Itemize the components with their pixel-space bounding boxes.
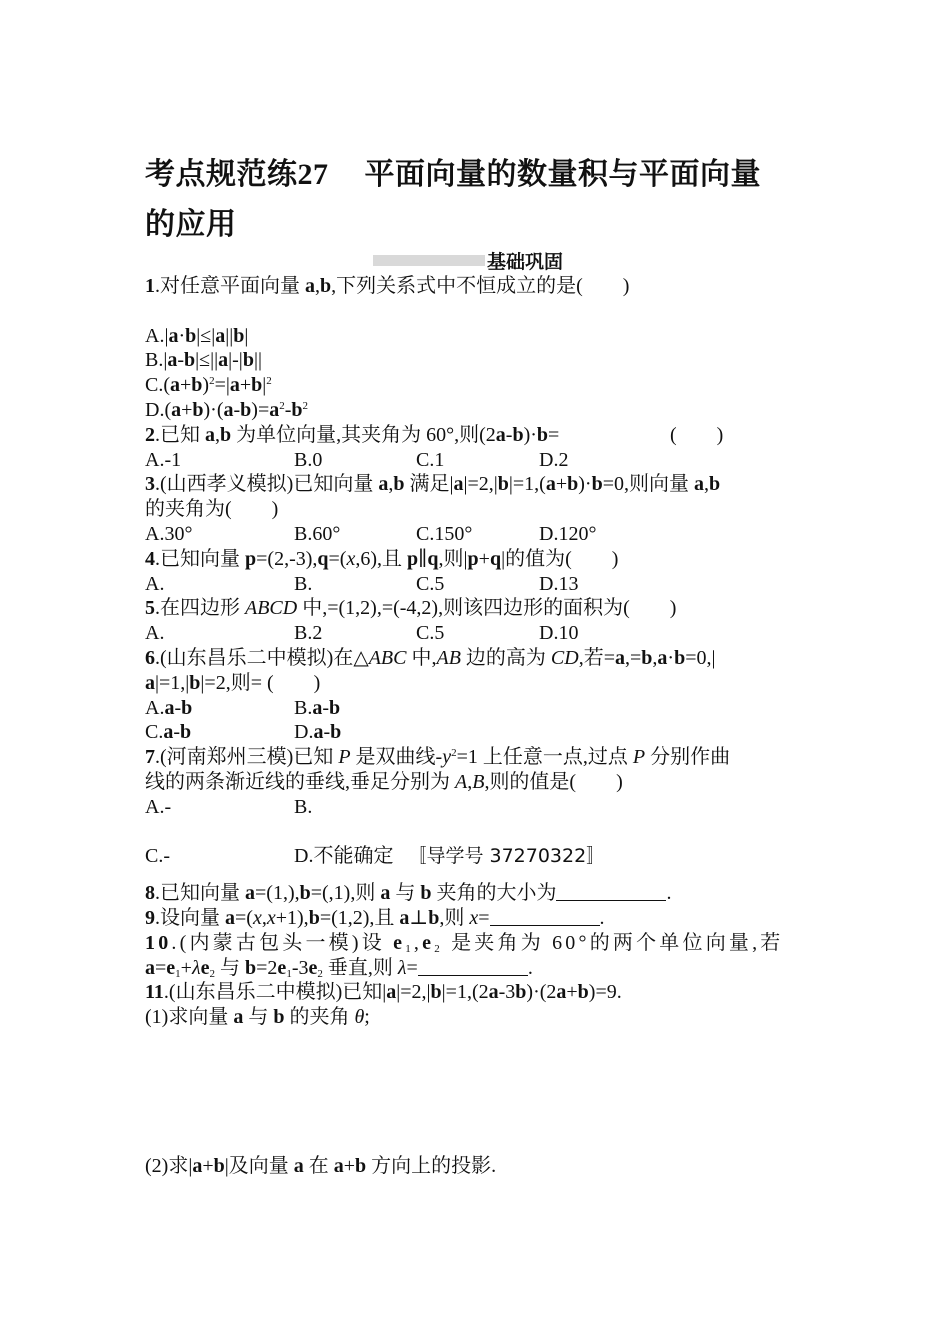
q7-options-cd: C.- D.不能确定 〚导学号 37270322〛 [145,845,606,868]
question-6: 6.(山东昌乐二中模拟)在△ABC 中,AB 边的高为 CD,若=a,=b,a·b=0,| [145,646,716,669]
answer-blank-10[interactable] [418,957,528,976]
question-3: 3.(山西孝义模拟)已知向量 a,b 满足|a|=2,|b|=1,(a+b)·b=0,则向量 a,b [145,473,721,496]
section-header [373,249,613,271]
q7-options-ab: A.- B. [145,795,313,818]
section-label: 基础巩固 [487,251,564,273]
answer-blank-9[interactable] [490,907,600,926]
section-bar [373,255,485,266]
question-7-cont: 线的两条渐近线的垂线,垂足分别为 A,B,则的值是( ) [145,770,623,793]
question-1: 1.对任意平面向量 a,b,下列关系式中不恒成立的是( ) [145,275,630,297]
question-8: 8.已知向量 a=(1,),b=(,1),则 a 与 b 夹角的大小为 . [145,882,672,905]
question-9: 9.设向量 a=(x,x+1),b=(1,2),且 a⊥b,则 x= . [145,906,605,929]
question-7: 7.(河南郑州三模)已知 P 是双曲线$-y^2=1$ 上任意一点,过点 P 分别作曲 [145,746,731,769]
question-5: 5.在四边形 ABCD 中,=(1,2),=(-4,2),则该四边形的面积为( ) [145,597,677,620]
question-11-part1: (1)求向量 a 与 b 的夹角 θ; [145,1006,370,1029]
question-11: 11.(山东昌乐二中模拟)已知|a|=2,|b|=1,(2a-3b)·(2a+b)=9. [145,981,622,1004]
answer-blank-8[interactable] [556,882,666,901]
question-10-cont: $a=e_1+\lambda e_2$ 与 $b=2e_1-3e_2$ 垂直,则 λ= . [145,956,533,980]
q6-options-cd: C.a-b D.a-b [145,721,342,744]
q3-options: A.30° B.60° C.150° D.120° [145,522,597,545]
question-6-cont: a|=1,|b|=2,则= ( ) [145,671,321,694]
q5-options: A. B.2 C.5 D.10 [145,622,579,645]
reference-number: 〚导学号 37270322〛 [407,845,606,868]
answer-space [145,1030,808,1154]
q4-options: A. B. C.5 D.13 [145,572,579,595]
question-4: 4.已知向量 p=(2,-3),q=(x,6),且 p∥q,则|p+q|的值为( ) [145,547,619,570]
q2-options: A.-1 B.0 C.1 D.2 [145,448,569,471]
question-3-cont: 的夹角为( ) [145,498,279,521]
q1-option-a: A.|a·b|≤|a||b| [145,324,249,347]
question-2: 2.已知 a,b 为单位向量,其夹角为 60°,则(2a-b)·b= ( ) [145,423,724,446]
q1-option-c: $C.(a+b)^2=|a+b|^2$ [145,374,272,397]
question-11-part2: (2)求|a+b|及向量 a 在 a+b 方向上的投影. [145,1154,497,1177]
q1-option-d: $D.(a+b)\cdot(a-b)=a^2-b^2$ [145,398,309,421]
question-10: 10.(内蒙古包头一模)设 $e_1,e_2$ 是夹角为 60°的两个单位向量,若 [145,931,784,955]
q1-option-b: B.|a-b|≤||a|-|b|| [145,349,262,372]
q6-options-ab: A.a-b B.a-b [145,696,341,719]
page-title: 考点规范练27 平面向量的数量积与平面向量 的应用 [145,157,761,242]
question-list [145,274,808,1179]
